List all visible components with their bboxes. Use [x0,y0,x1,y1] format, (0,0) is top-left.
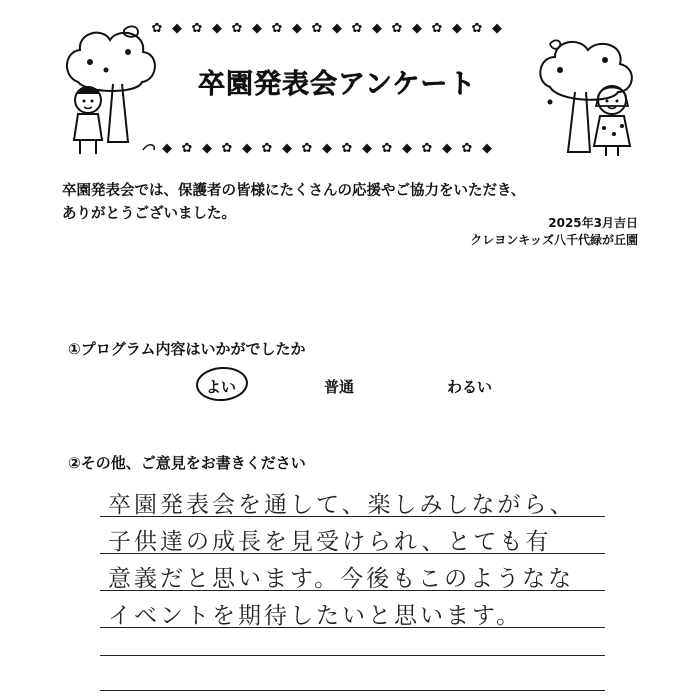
handwritten-answer-line-4: イベントを期待したいと思います。 [108,603,523,629]
handwritten-answer-line-3: 意義だと思います。今後もこのようなな [108,566,575,592]
page-title: 卒園発表会アンケート [198,69,477,100]
intro-line-2: ありがとうございました。 [62,206,236,222]
header [0,0,700,170]
girl-with-tree-icon [530,32,650,162]
option-bad[interactable]: わるい [447,378,493,396]
question-2-label: ②その他、ご意見をお書きください [68,454,306,472]
option-average[interactable]: 普通 [324,378,355,396]
top-flower-border: ✿ ◆ ✿ ◆ ✿ ◆ ✿ ◆ ✿ ◆ ✿ ◆ ✿ ◆ ✿ ◆ ✿ ◆ [151,21,502,36]
intro-line-1: 卒園発表会では、保護者の皆様にたくさんの応援やご協力をいただき、 [62,183,526,199]
bottom-flower-border: ◆ ✿ ◆ ✿ ◆ ✿ ◆ ✿ ◆ ✿ ◆ ✿ ◆ ✿ ◆ ✿ ◆ [162,141,492,156]
answer-line [100,690,605,691]
handwritten-answer-line-1: 卒園発表会を通して、楽しみしながら、 [108,492,576,518]
boy-with-tree-icon [58,22,168,162]
date-text: 2025年3月吉日 [548,216,638,230]
option-good[interactable]: よい [206,378,237,396]
handwritten-answer-line-2: 子供達の成長を見受けられ、とても有 [108,529,552,555]
question-1-label: ①プログラム内容はいかがでしたか [68,340,306,358]
organization-name: クレヨンキッズ八千代緑が丘園 [470,233,638,247]
answer-line [100,655,605,656]
